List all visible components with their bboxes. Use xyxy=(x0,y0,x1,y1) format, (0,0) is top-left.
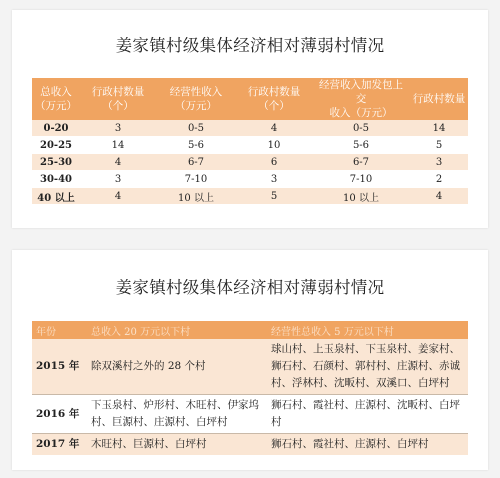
summary-table-card-1 xyxy=(12,10,488,228)
table-row xyxy=(32,137,468,154)
table-cell: 5-6 xyxy=(312,137,410,154)
table-cell: 30-40 xyxy=(32,171,80,188)
table-cell: 3 xyxy=(410,154,468,171)
table-row xyxy=(32,434,468,456)
table-cell: 5-6 xyxy=(156,137,236,154)
table-cell: 5 xyxy=(236,188,312,205)
table-cell: 3 xyxy=(80,120,156,137)
summary-table-card-2 xyxy=(12,250,488,470)
table-row xyxy=(32,154,468,171)
year-cell: 2016 年 xyxy=(32,395,87,434)
table-cell: 4 xyxy=(236,120,312,137)
table-cell: 6-7 xyxy=(156,154,236,171)
table-cell: 5 xyxy=(410,137,468,154)
table2-header: 经营性总收入 5 万元以下村 xyxy=(267,321,468,339)
year-cell: 2015 年 xyxy=(32,339,87,395)
table1-title: 姜家镇村级集体经济相对薄弱村情况 xyxy=(115,36,385,55)
table2-title: 姜家镇村级集体经济相对薄弱村情况 xyxy=(115,278,385,297)
table1-header: 总收入 （万元） xyxy=(32,78,80,120)
table-cell: 14 xyxy=(80,137,156,154)
table-cell: 10 xyxy=(236,137,312,154)
table-cell: 20-25 xyxy=(32,137,80,154)
table-cell: 0-5 xyxy=(312,120,410,137)
table-cell: 2 xyxy=(410,171,468,188)
table-cell: 6-7 xyxy=(312,154,410,171)
table1-header: 行政村数量 （个） xyxy=(80,78,156,120)
table1-header: 行政村数量 （个） xyxy=(236,78,312,120)
year-cell: 2017 年 xyxy=(32,434,87,456)
table-cell: 25-30 xyxy=(32,154,80,171)
table-row xyxy=(32,339,468,395)
table-cell: 木旺村、巨源村、白坪村 xyxy=(87,434,267,456)
table-cell: 0-5 xyxy=(156,120,236,137)
table-cell: 7-10 xyxy=(312,171,410,188)
table2-header: 年份 xyxy=(32,321,87,339)
table1-header: 经营收入加发包上交 收入（万元） xyxy=(312,78,410,120)
table-cell: 4 xyxy=(410,188,468,205)
table2-header: 总收入 20 万元以下村 xyxy=(87,321,267,339)
table-cell: 狮石村、霞社村、庄源村、白坪村 xyxy=(267,434,468,456)
table-row xyxy=(32,171,468,188)
table-cell: 10 以上 xyxy=(312,188,410,205)
table-row xyxy=(32,120,468,137)
table1-header: 行政村数量 xyxy=(410,78,468,120)
weak-villages-by-year-table xyxy=(32,321,468,455)
table-cell: 3 xyxy=(80,171,156,188)
table-cell: 下玉泉村、炉形村、木旺村、伊家坞村、巨源村、庄源村、白坪村 xyxy=(87,395,267,434)
table-cell: 除双溪村之外的 28 个村 xyxy=(87,339,267,395)
table-cell: 10 以上 xyxy=(156,188,236,205)
table-cell: 7-10 xyxy=(156,171,236,188)
table-cell: 3 xyxy=(236,171,312,188)
table2-header-row xyxy=(32,321,468,339)
table-row xyxy=(32,188,468,205)
table-cell: 4 xyxy=(80,154,156,171)
table1-header: 经营性收入 （万元） xyxy=(156,78,236,120)
table-cell: 0-20 xyxy=(32,120,80,137)
table-cell: 球山村、上玉泉村、下玉泉村、姜家村、狮石村、石颜村、郭村村、庄源村、赤诚村、浮林村、沈畈村、双溪口、白坪村 xyxy=(267,339,468,395)
table1-header-row xyxy=(32,78,468,120)
table-cell: 狮石村、霞社村、庄源村、沈畈村、白坪村 xyxy=(267,395,468,434)
income-range-table xyxy=(32,78,468,205)
table-cell: 6 xyxy=(236,154,312,171)
table-cell: 40 以上 xyxy=(32,188,80,205)
table-cell: 14 xyxy=(410,120,468,137)
table-cell: 4 xyxy=(80,188,156,205)
table-row xyxy=(32,395,468,434)
